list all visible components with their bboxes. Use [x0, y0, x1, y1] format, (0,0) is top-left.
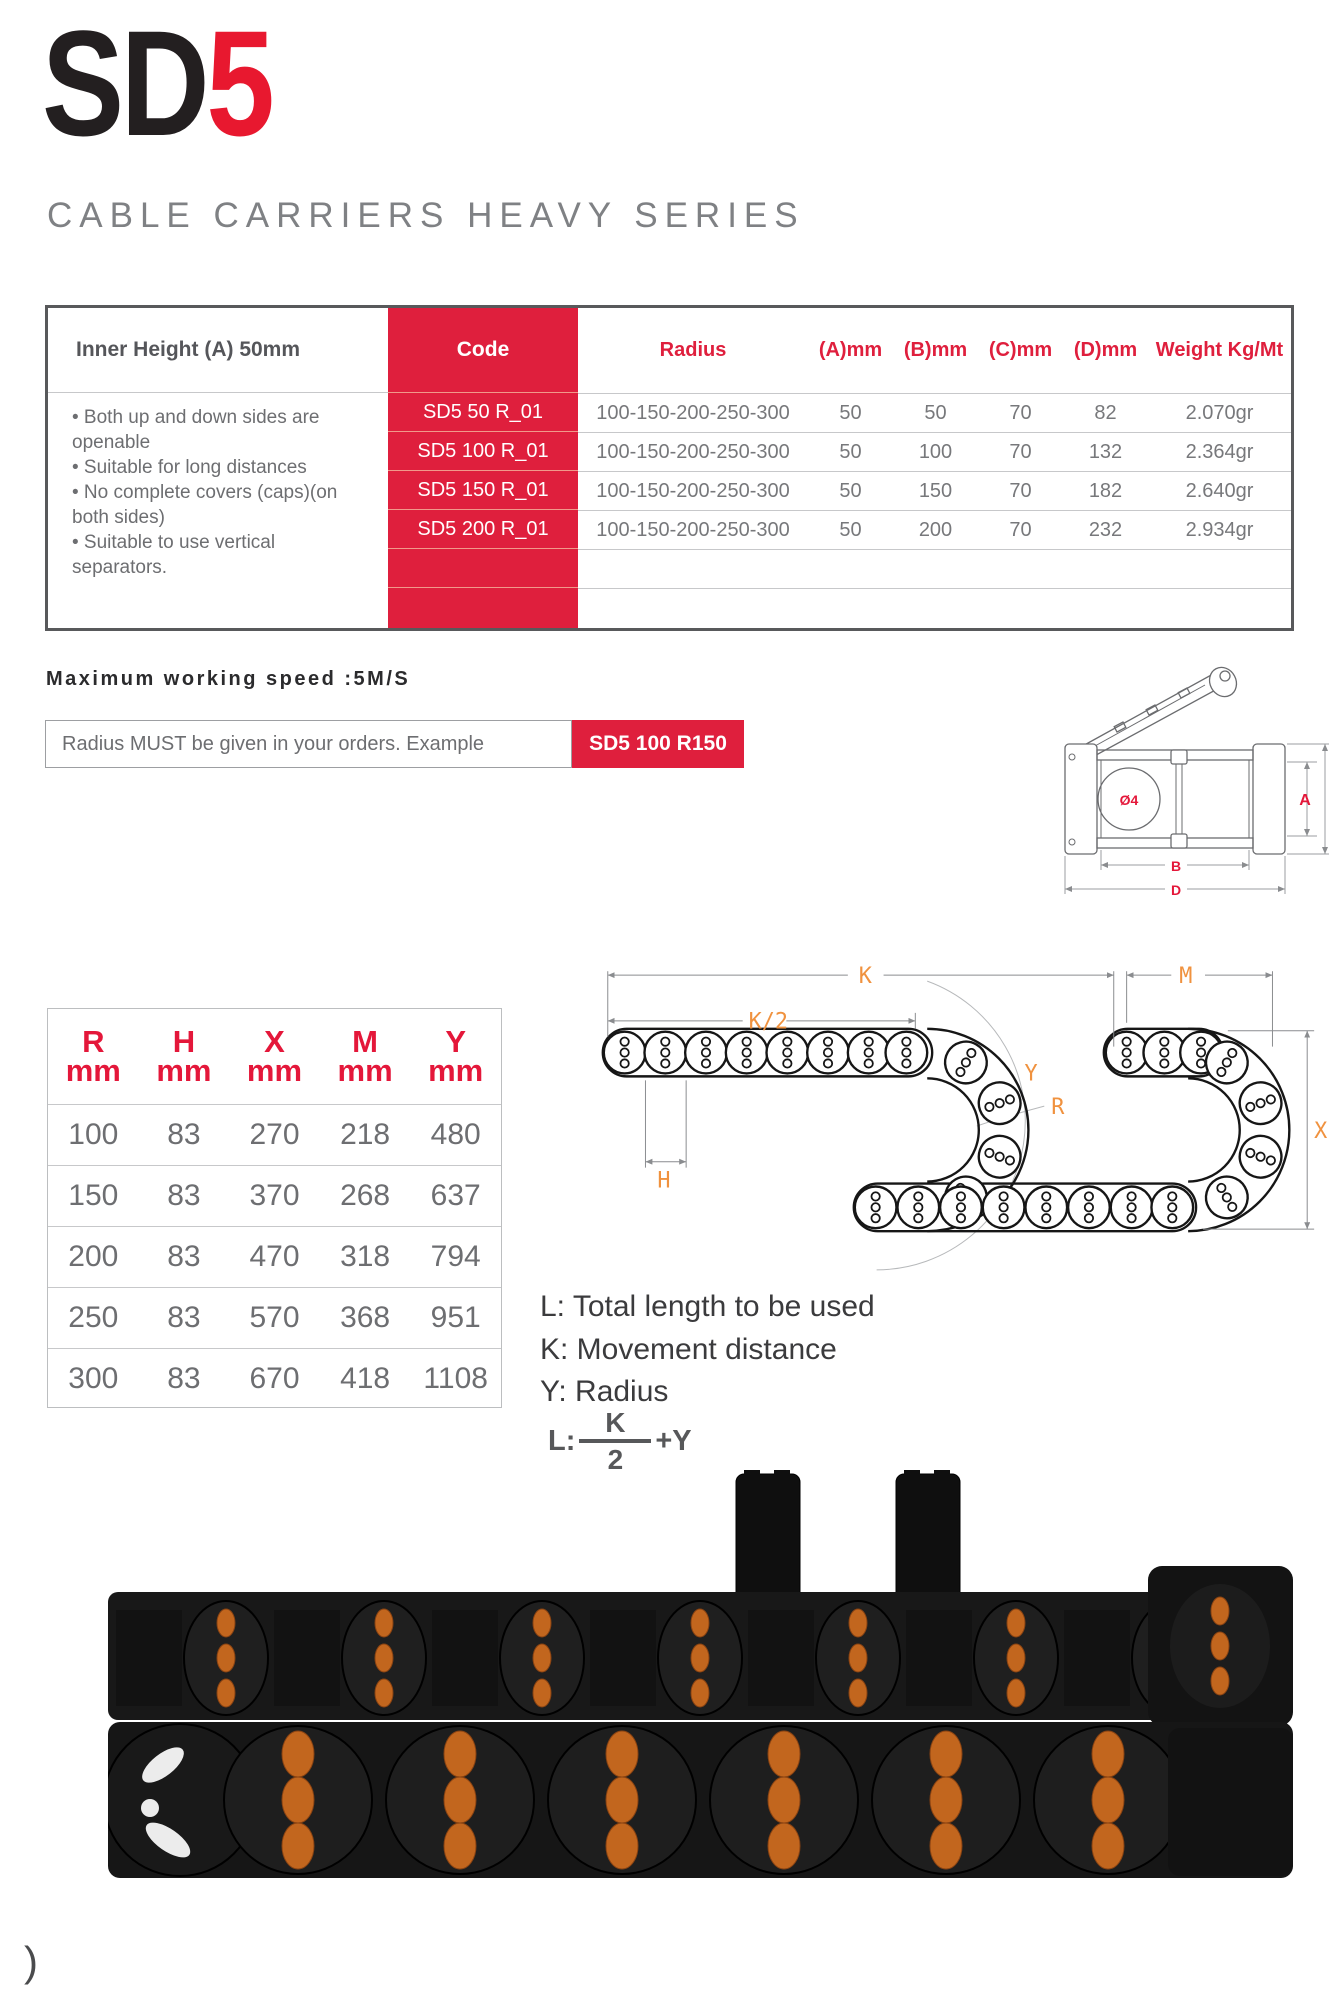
b-cell: 200 — [918, 518, 953, 541]
code-cell: SD5 150 R_01 — [388, 471, 578, 510]
table-row: 250 83 570 368 951 — [48, 1287, 501, 1348]
code-empty-cell — [388, 588, 578, 627]
fraction-bar — [579, 1439, 651, 1443]
radius-cell: 100-150-200-250-300 — [596, 479, 790, 502]
dim-x-label: X — [1314, 1118, 1328, 1144]
dim-a-label: A — [1299, 792, 1311, 809]
table-row: 300 83 670 418 1108 — [48, 1348, 501, 1409]
dim-y-label: Y — [1024, 1061, 1038, 1087]
b-cell: 100 — [918, 440, 953, 463]
column-header: X mm — [246, 1023, 303, 1088]
page-title — [42, 0, 272, 167]
dim-d-label: D — [1170, 882, 1182, 898]
column-header: H mm — [156, 1023, 212, 1088]
d-cell: 182 — [1088, 479, 1123, 502]
product-photo — [108, 1470, 1293, 1890]
title-sd: SD — [42, 0, 207, 167]
d-cell: 232 — [1088, 518, 1123, 541]
d-cell: 82 — [1094, 401, 1117, 424]
dim-r-label: R — [1051, 1095, 1065, 1121]
a-cell: 50 — [839, 440, 862, 463]
c-cell: 70 — [1009, 401, 1032, 424]
legend-line: Y: Radius — [540, 1375, 669, 1409]
b-cell: 150 — [918, 479, 953, 502]
column-header: (A)mm — [818, 339, 883, 361]
dim-k-label: K — [858, 964, 872, 990]
table-row — [578, 510, 1291, 549]
spec-code-column — [388, 308, 578, 628]
column-header: Weight Kg/Mt — [1155, 339, 1284, 361]
dim-m-label: M — [1179, 964, 1193, 990]
dimension-table-header — [48, 1009, 501, 1104]
radius-cell: 100-150-200-250-300 — [596, 401, 790, 424]
column-header: (D)mm — [1073, 339, 1138, 361]
column-header: M mm — [337, 1023, 393, 1088]
chain-links — [604, 1032, 1287, 1228]
a-cell: 50 — [839, 479, 862, 502]
title-5: 5 — [206, 0, 272, 167]
spec-data-columns — [578, 308, 1291, 628]
spec-table — [45, 305, 1294, 631]
feature-item: • Suitable for long distances — [72, 457, 307, 479]
column-header: Y mm — [428, 1023, 484, 1088]
inner-height-header: Inner Height (A) 50mm — [48, 308, 388, 393]
table-row: 200 83 470 318 794 — [48, 1226, 501, 1287]
code-cell: SD5 50 R_01 — [388, 393, 578, 432]
weight-cell: 2.364gr — [1185, 440, 1254, 463]
column-header: Radius — [659, 339, 727, 361]
code-empty-cell — [388, 549, 578, 588]
d-cell: 132 — [1088, 440, 1123, 463]
c-cell: 70 — [1009, 479, 1032, 502]
c-cell: 70 — [1009, 518, 1032, 541]
legend-block — [540, 1286, 875, 1414]
dim-k2-label: K/2 — [748, 1009, 789, 1035]
empty-row — [578, 588, 1291, 627]
spec-info-column — [48, 308, 388, 628]
footer-mark: ) — [24, 1938, 38, 1985]
legend-line: K: Movement distance — [540, 1332, 837, 1366]
legend-line: L: Total length to be used — [540, 1290, 875, 1323]
dimension-table — [47, 1008, 502, 1408]
spec-header-row — [578, 308, 1291, 393]
max-speed-note: Maximum working speed :5M/S — [46, 668, 411, 690]
table-row: 100 83 270 218 480 — [48, 1104, 501, 1165]
code-column-header: Code — [388, 308, 578, 393]
feature-item: • No complete covers (caps)(on both sides) — [72, 482, 338, 529]
column-header: (B)mm — [903, 339, 968, 361]
a-cell: 50 — [839, 518, 862, 541]
feature-item: • Suitable to use vertical separators. — [72, 532, 276, 579]
bend-diagram — [578, 956, 1332, 1291]
page-subtitle: CABLE CARRIERS HEAVY SERIES — [47, 196, 805, 235]
weight-cell: 2.934gr — [1185, 518, 1254, 541]
radius-example-badge: SD5 100 R150 — [572, 720, 744, 768]
radius-cell: 100-150-200-250-300 — [596, 518, 790, 541]
dim-h-label: H — [657, 1168, 671, 1194]
table-row — [578, 471, 1291, 510]
a-cell: 50 — [839, 401, 862, 424]
table-row — [578, 432, 1291, 471]
empty-row — [578, 549, 1291, 588]
c-cell: 70 — [1009, 440, 1032, 463]
column-header: (C)mm — [988, 339, 1053, 361]
radius-cell: 100-150-200-250-300 — [596, 440, 790, 463]
feature-item: • Both up and down sides are openable — [72, 407, 320, 454]
dim-b-label: B — [1170, 858, 1182, 874]
diameter-label: Ø4 — [1119, 792, 1139, 808]
radius-note-text: Radius MUST be given in your orders. Example — [45, 720, 572, 768]
length-formula: L: $\frac{K}{2}$ +Y — [548, 1407, 692, 1476]
table-row — [578, 393, 1291, 432]
b-cell: 50 — [924, 401, 947, 424]
cross-section-diagram — [1055, 662, 1332, 910]
code-cell: SD5 200 R_01 — [388, 510, 578, 549]
code-cell: SD5 100 R_01 — [388, 432, 578, 471]
weight-cell: 2.070gr — [1185, 401, 1254, 424]
order-note-bar — [45, 720, 744, 768]
table-row: 150 83 370 268 637 — [48, 1165, 501, 1226]
weight-cell: 2.640gr — [1185, 479, 1254, 502]
column-header: R mm — [65, 1023, 121, 1088]
feature-list — [48, 393, 388, 581]
